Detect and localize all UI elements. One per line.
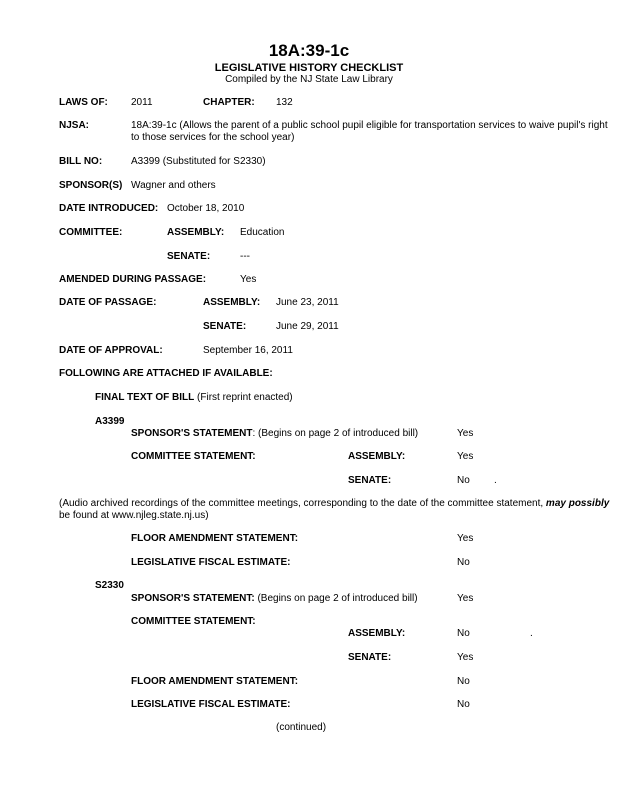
a3399-sponsor-label: SPONSOR'S STATEMENT [131,428,253,439]
date-of-approval-value: September 16, 2011 [203,345,293,356]
laws-of-value: 2011 [131,97,153,108]
a3399-floor-value: Yes [457,533,474,544]
document-title: 18A:39-1c [268,41,350,60]
chapter-label: CHAPTER: [203,97,255,108]
date-introduced-label: DATE INTRODUCED: [59,203,159,214]
attached-heading: FOLLOWING ARE ATTACHED IF AVAILABLE: [59,368,273,379]
continued-note: (continued) [276,722,327,733]
a3399-sponsor-value: Yes [457,428,474,439]
passage-senate-value: June 29, 2011 [276,321,339,332]
s2330-floor-label: FLOOR AMENDMENT STATEMENT: [131,676,299,687]
s2330-assembly-value: No [457,628,470,639]
bill-no-value: A3399 (Substituted for S2330) [131,156,266,167]
laws-of-label: LAWS OF: [59,97,108,108]
sponsors-value: Wagner and others [131,180,216,191]
bill-no-label: BILL NO: [59,156,103,167]
passage-assembly-label: ASSEMBLY: [203,297,261,308]
s2330-assembly-label: ASSEMBLY: [348,628,406,639]
a3399-senate-value: No [457,475,470,486]
document-subtitle: LEGISLATIVE HISTORY CHECKLIST [214,62,404,74]
passage-assembly-value: June 23, 2011 [276,297,339,308]
s2330-committee-label: COMMITTEE STATEMENT: [131,616,256,627]
a3399-assembly-value: Yes [457,451,474,462]
s2330-senate-label: SENATE: [348,652,392,663]
audio-note [59,498,611,522]
s2330-bill-label: S2330 [95,580,124,591]
final-text-note: (First reprint enacted) [194,392,293,403]
a3399-senate-label: SENATE: [348,475,392,486]
a3399-bill-label: A3399 [95,416,125,427]
committee-assembly-value: Education [240,227,285,238]
amended-label: AMENDED DURING PASSAGE: [59,274,207,285]
a3399-fiscal-label: LEGISLATIVE FISCAL ESTIMATE: [131,557,291,568]
s2330-sponsor-note: (Begins on page 2 of introduced bill) [254,593,418,604]
sponsors-label: SPONSOR(S) [59,180,123,191]
final-text-line [95,392,293,404]
chapter-value: 132 [276,97,293,108]
committee-label: COMMITTEE: [59,227,123,238]
final-text-label: FINAL TEXT OF BILL [95,392,195,403]
s2330-fiscal-label: LEGISLATIVE FISCAL ESTIMATE: [131,699,291,710]
a3399-sponsor-note: : (Begins on page 2 of introduced bill) [252,428,419,439]
date-introduced-value: October 18, 2010 [167,203,245,214]
njsa-value: 18A:39-1c (Allows the parent of a public school pupil eligible for transportation services to waive pupil's right to those services for the school year) [131,120,608,143]
s2330-assembly-dot: . [530,628,533,639]
committee-senate-label: SENATE: [167,251,211,262]
s2330-floor-value: No [457,676,470,687]
passage-senate-label: SENATE: [203,321,247,332]
a3399-floor-label: FLOOR AMENDMENT STATEMENT: [131,533,299,544]
s2330-sponsor-value: Yes [457,593,474,604]
a3399-sponsor-line [131,428,418,440]
committee-assembly-label: ASSEMBLY: [167,227,225,238]
audio-note-part2: be found at www.njleg.state.nj.us) [59,510,209,521]
amended-value: Yes [240,274,257,285]
a3399-assembly-label: ASSEMBLY: [348,451,406,462]
s2330-sponsor-label: SPONSOR'S STATEMENT: [131,593,255,604]
s2330-sponsor-line [131,593,418,605]
njsa-label: NJSA: [59,120,90,131]
audio-note-emphasis: may possibly [545,498,610,509]
committee-senate-value: --- [240,251,250,262]
date-of-passage-label: DATE OF PASSAGE: [59,297,157,308]
audio-note-part1: (Audio archived recordings of the committee meetings, corresponding to the date of the committee statement, [59,498,546,509]
a3399-fiscal-value: No [457,557,470,568]
s2330-fiscal-value: No [457,699,470,710]
s2330-senate-value: Yes [457,652,474,663]
a3399-senate-dot: . [494,475,497,486]
a3399-committee-label: COMMITTEE STATEMENT: [131,451,256,462]
date-of-approval-label: DATE OF APPROVAL: [59,345,163,356]
compiled-by: Compiled by the NJ State Law Library [225,74,393,85]
